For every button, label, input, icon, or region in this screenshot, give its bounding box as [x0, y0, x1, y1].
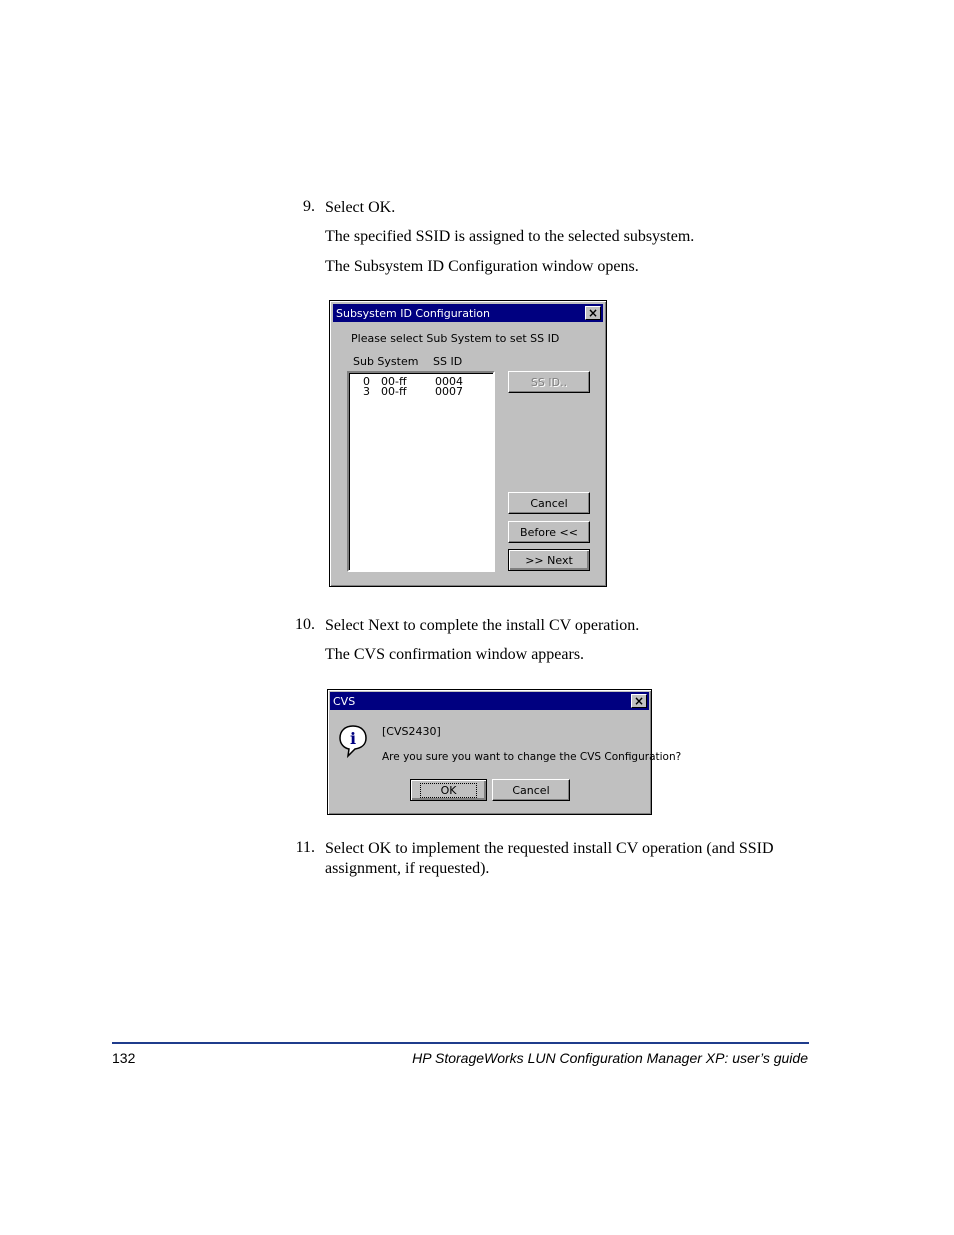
next-button[interactable]: >> Next	[508, 549, 590, 571]
step-note: The Subsystem ID Configuration window opens.	[325, 258, 639, 275]
list-item-ssid[interactable]: 0007	[435, 385, 463, 398]
cancel-button[interactable]: Cancel	[508, 492, 590, 514]
dialog-titlebar	[333, 304, 603, 322]
info-icon	[338, 724, 368, 758]
book-title: HP StorageWorks LUN Configuration Manager XP: user’s guide	[412, 1050, 808, 1066]
step-number: 10.	[295, 616, 315, 633]
column-header-ssid: SS ID	[433, 355, 463, 368]
list-item-range[interactable]: 00-ff	[381, 385, 407, 398]
before-button[interactable]: Before <<	[508, 521, 590, 543]
list-item-sub[interactable]: 3	[363, 385, 370, 398]
step-number: 11.	[295, 839, 315, 856]
step-text: Select OK to implement the requested install CV operation (and SSID	[325, 840, 774, 857]
step-text: assignment, if requested).	[325, 860, 490, 877]
ok-button[interactable]	[410, 779, 487, 801]
close-icon[interactable]: ×	[585, 306, 601, 320]
ok-button-label: OK	[420, 783, 478, 798]
page-number: 132	[112, 1050, 136, 1066]
confirm-message: Are you sure you want to change the CVS Configuration?	[382, 751, 682, 763]
step-note: The specified SSID is assigned to the selected subsystem.	[325, 228, 695, 245]
close-icon[interactable]: ×	[631, 694, 647, 708]
step-text: Select OK.	[325, 199, 396, 216]
cancel-button[interactable]: Cancel	[492, 779, 570, 801]
dialog-title: Subsystem ID Configuration	[336, 306, 491, 320]
step-number: 9.	[303, 198, 315, 215]
ssid-button[interactable]: SS ID..	[508, 371, 590, 393]
list-item-range[interactable]: 00-ff	[381, 375, 407, 388]
list-item-sub[interactable]: 0	[363, 375, 370, 388]
dialog-prompt: Please select Sub System to set SS ID	[351, 332, 560, 345]
subsystem-list[interactable]	[347, 371, 495, 572]
footer-rule	[112, 1042, 809, 1044]
list-item-ssid[interactable]: 0004	[435, 375, 463, 388]
column-header-subsystem: Sub System	[353, 355, 419, 368]
dialog-title: CVS	[333, 694, 356, 708]
step-text: Select Next to complete the install CV operation.	[325, 617, 640, 634]
cvs-confirm-dialog	[327, 689, 682, 815]
dialog-titlebar	[330, 692, 649, 710]
step-note: The CVS confirmation window appears.	[325, 646, 585, 663]
ssid-config-dialog	[329, 300, 607, 587]
svg-text:i: i	[349, 729, 357, 748]
error-code: [CVS2430]	[382, 725, 441, 738]
